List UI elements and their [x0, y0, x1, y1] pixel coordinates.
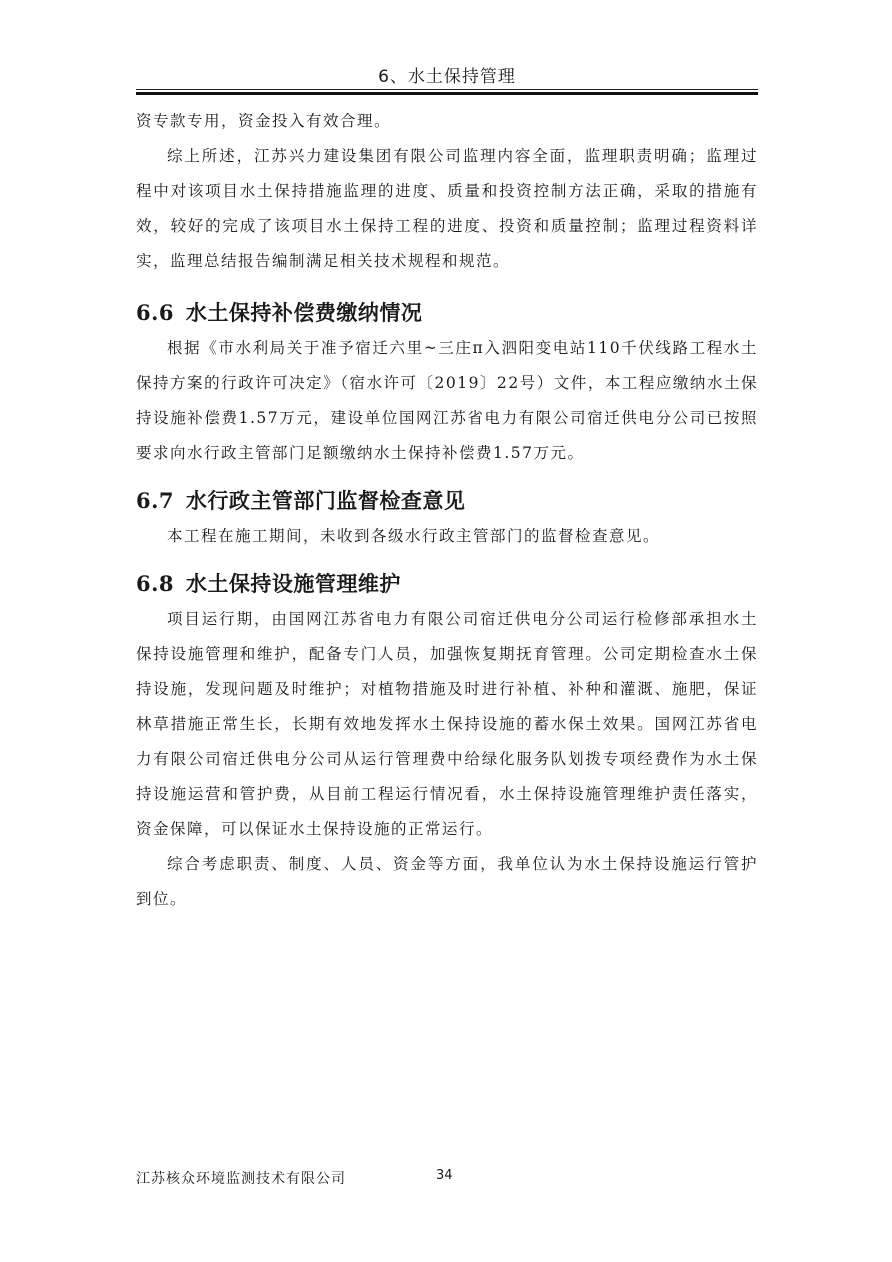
- page-header-title: 6、水土保持管理: [378, 67, 516, 87]
- paragraph-continuation: 资专款专用，资金投入有效合理。: [136, 112, 392, 130]
- section-heading-6-8: [136, 566, 758, 602]
- section-title: 水行政主管部门监督检查意见: [185, 489, 466, 513]
- paragraph-compensation-fee: 根据《市水利局关于准予宿迁六里~三庄π入泗阳变电站110千伏线路工程水土保持方案的行政许可决定》（宿水许可〔2019〕22号）文件，本工程应缴纳水土保持设施补偿费1.57万元，建设单位国网江苏省电力有限公司宿迁供电分公司已按照要求向水行政主管部门足额缴纳水土保持补偿费1.57万元。: [136, 339, 758, 462]
- footer-page-number: 34: [436, 1168, 453, 1183]
- section-number: 6.7: [136, 488, 175, 513]
- section-number: 6.6: [136, 300, 175, 325]
- header-rule-thick: [136, 92, 758, 95]
- document-body: [136, 104, 758, 917]
- footer-company-name: 江苏核众环境监测技术有限公司: [136, 1171, 346, 1187]
- paragraph-supervision-opinion: 本工程在施工期间，未收到各级水行政主管部门的监督检查意见。: [167, 527, 661, 545]
- paragraph-maintenance: 项目运行期，由国网江苏省电力有限公司宿迁供电分公司运行检修部承担水土保持设施管理和维护，配备专门人员，加强恢复期抚育管理。公司定期检查水土保持设施，发现问题及时维护；对植物措施及时进行补植、补种和灌溉、施肥，保证林草措施正常生长，长期有效地发挥水土保持设施的蓄水保土效果。国网江苏省电力有限公司宿迁供电分公司从运行管理费中给绿化服务队划拨专项经费作为水土保持设施运营和管护费，从目前工程运行情况看，水土保持设施管理维护责任落实，资金保障，可以保证水土保持设施的正常运行。: [136, 610, 758, 838]
- section-title: 水土保持设施管理维护: [185, 572, 401, 596]
- paragraph-conclusion: 综合考虑职责、制度、人员、资金等方面，我单位认为水土保持设施运行管护到位。: [136, 855, 758, 908]
- section-heading-6-6: [136, 295, 758, 331]
- header-rule-thin: [136, 89, 758, 90]
- section-title: 水土保持补偿费缴纳情况: [185, 301, 423, 325]
- paragraph-summary: 综上所述，江苏兴力建设集团有限公司监理内容全面，监理职责明确；监理过程中对该项目水土保持措施监理的进度、质量和投资控制方法正确，采取的措施有效，较好的完成了该项目水土保持工程的进度、投资和质量控制；监理过程资料详实，监理总结报告编制满足相关技术规程和规范。: [136, 147, 758, 270]
- section-number: 6.8: [136, 571, 175, 596]
- section-heading-6-7: [136, 483, 758, 519]
